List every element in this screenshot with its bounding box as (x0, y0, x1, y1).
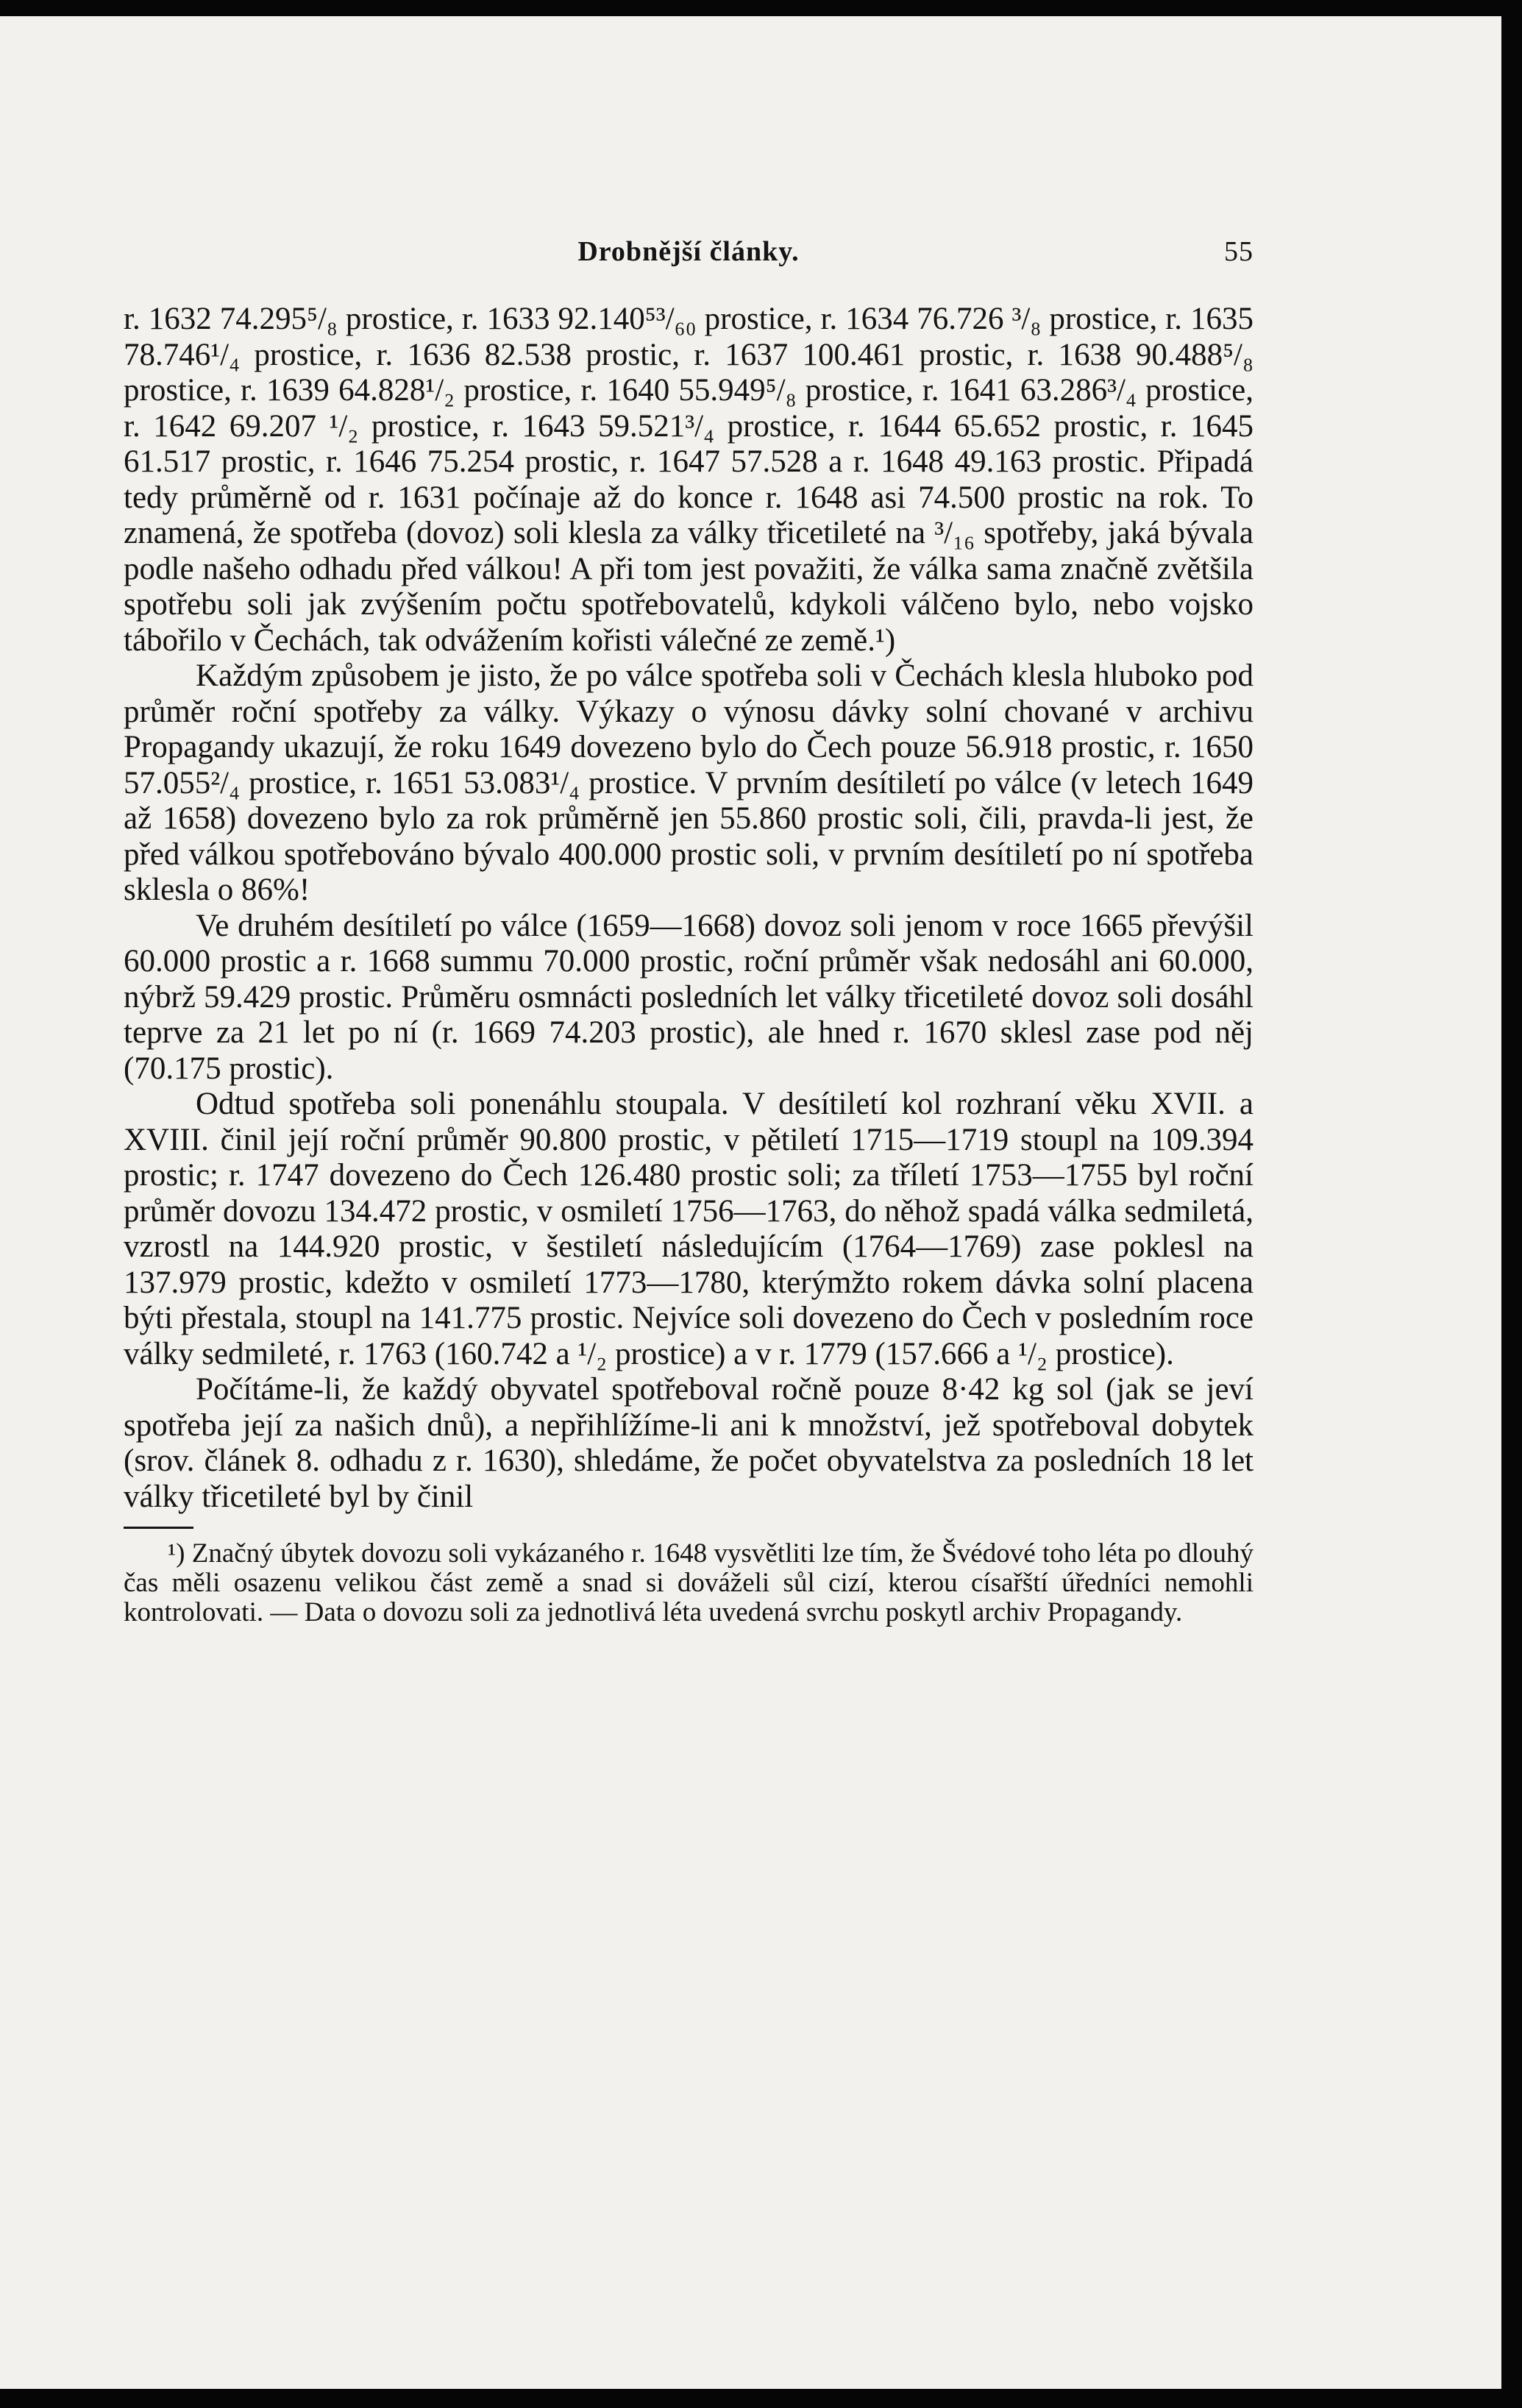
paragraph-5: Počítáme-li, že každý obyvatel spotřeboval ročně pouze 8·42 kg sol (jak se jeví spotřeba její za našich dnů), a nepřihlížíme-li ani k množství, jež spotřeboval dobytek (srov. článek 8. odhadu z r. 1630), shledáme, že počet obyvatelstva za posledních 18 let války třicetileté byl by činil (124, 1372, 1253, 1514)
book-page (124, 235, 1253, 1627)
footnote-rule (124, 1527, 193, 1529)
body-text (124, 302, 1253, 1515)
page-number: 55 (1224, 236, 1253, 267)
scan-border-top (0, 0, 1522, 16)
page-header (124, 235, 1253, 281)
paragraph-1: r. 1632 74.295⁵/₈ prostice, r. 1633 92.140⁵³/₆₀ prostice, r. 1634 76.726 ³/₈ prostice, r. 1635 78.746¹/₄ prostice, r. 1636 82.538 prostic, r. 1637 100.461 prostic, r. 1638 90.488⁵/₈ prostice, r. 1639 64.828¹/₂ prostice, r. 1640 55.949⁵/₈ prostice, r. 1641 63.286³/₄ prostice, r. 1642 69.207 ¹/₂ prostice, r. 1643 59.521³/₄ prostice, r. 1644 65.652 prostic, r. 1645 61.517 prostic, r. 1646 75.254 prostic, r. 1647 57.528 a r. 1648 49.163 prostic. Připadá tedy průměrně od r. 1631 počínaje až do konce r. 1648 asi 74.500 prostic na rok. To znamená, že spotřeba (dovoz) soli klesla za války třicetileté na ³/₁₆ spotřeby, jaká bývala podle našeho odhadu před válkou! A při tom jest považiti, že válka sama značně zvětšila spotřebu soli jak zvýšením počtu spotřebovatelů, kdykoli válčeno bylo, nebo vojsko tábořilo v Čechách, tak odvážením kořisti válečné ze země.¹) (124, 302, 1253, 658)
running-title: Drobnější články. (577, 236, 800, 267)
scan-border-right (1501, 0, 1522, 2408)
footnote-1: ¹) Značný úbytek dovozu soli vykázaného r. 1648 vysvětliti lze tím, že Švédové toho léta po dlouhý čas měli osazenu velikou část země a snad si dováželi sůl cizí, kterou císařští úředníci nemohli kontrolovati. — Data o dovozu soli za jednotlivá léta uvedená svrchu poskytl archiv Propagandy. (124, 1538, 1253, 1627)
paragraph-3: Ve druhém desítiletí po válce (1659—1668) dovoz soli jenom v roce 1665 převýšil 60.000 prostic a r. 1668 summu 70.000 prostic, roční průměr však nedosáhl ani 60.000, nýbrž 59.429 prostic. Průměru osmnácti posledních let války třicetileté dovoz soli dosáhl teprve za 21 let po ní (r. 1669 74.203 prostic), ale hned r. 1670 sklesl zase pod něj (70.175 prostic). (124, 908, 1253, 1086)
paragraph-4: Odtud spotřeba soli ponenáhlu stoupala. V desítiletí kol rozhraní věku XVII. a XVIII. činil její roční průměr 90.800 prostic, v pětiletí 1715—1719 stoupl na 109.394 prostic; r. 1747 dovezeno do Čech 126.480 prostic soli; za tříletí 1753—1755 byl roční průměr dovozu 134.472 prostic, v osmiletí 1756—1763, do něhož spadá válka sedmiletá, vzrostl na 144.920 prostic, v šestiletí následujícím (1764—1769) zase poklesl na 137.979 prostic, kdežto v osmiletí 1773—1780, kterýmžto rokem dávka solní placena býti přestala, stoupl na 141.775 prostic. Nejvíce soli dovezeno do Čech v posledním roce války sedmileté, r. 1763 (160.742 a ¹/₂ prostice) a v r. 1779 (157.666 a ¹/₂ prostice). (124, 1087, 1253, 1371)
scan-border-bottom (0, 2389, 1522, 2408)
footnotes (124, 1539, 1253, 1627)
paragraph-2: Každým způsobem je jisto, že po válce spotřeba soli v Čechách klesla hluboko pod průměr roční spotřeby za války. Výkazy o výnosu dávky solní chované v archivu Propagandy ukazují, že roku 1649 dovezeno bylo do Čech pouze 56.918 prostic, r. 1650 57.055²/₄ prostice, r. 1651 53.083¹/₄ prostice. V prvním desítiletí po válce (v letech 1649 až 1658) dovezeno bylo za rok průměrně jen 55.860 prostic soli, čili, pravda-li jest, že před válkou spotřebováno bývalo 400.000 prostic soli, v prvním desítiletí po ní spotřeba sklesla o 86%! (124, 658, 1253, 907)
